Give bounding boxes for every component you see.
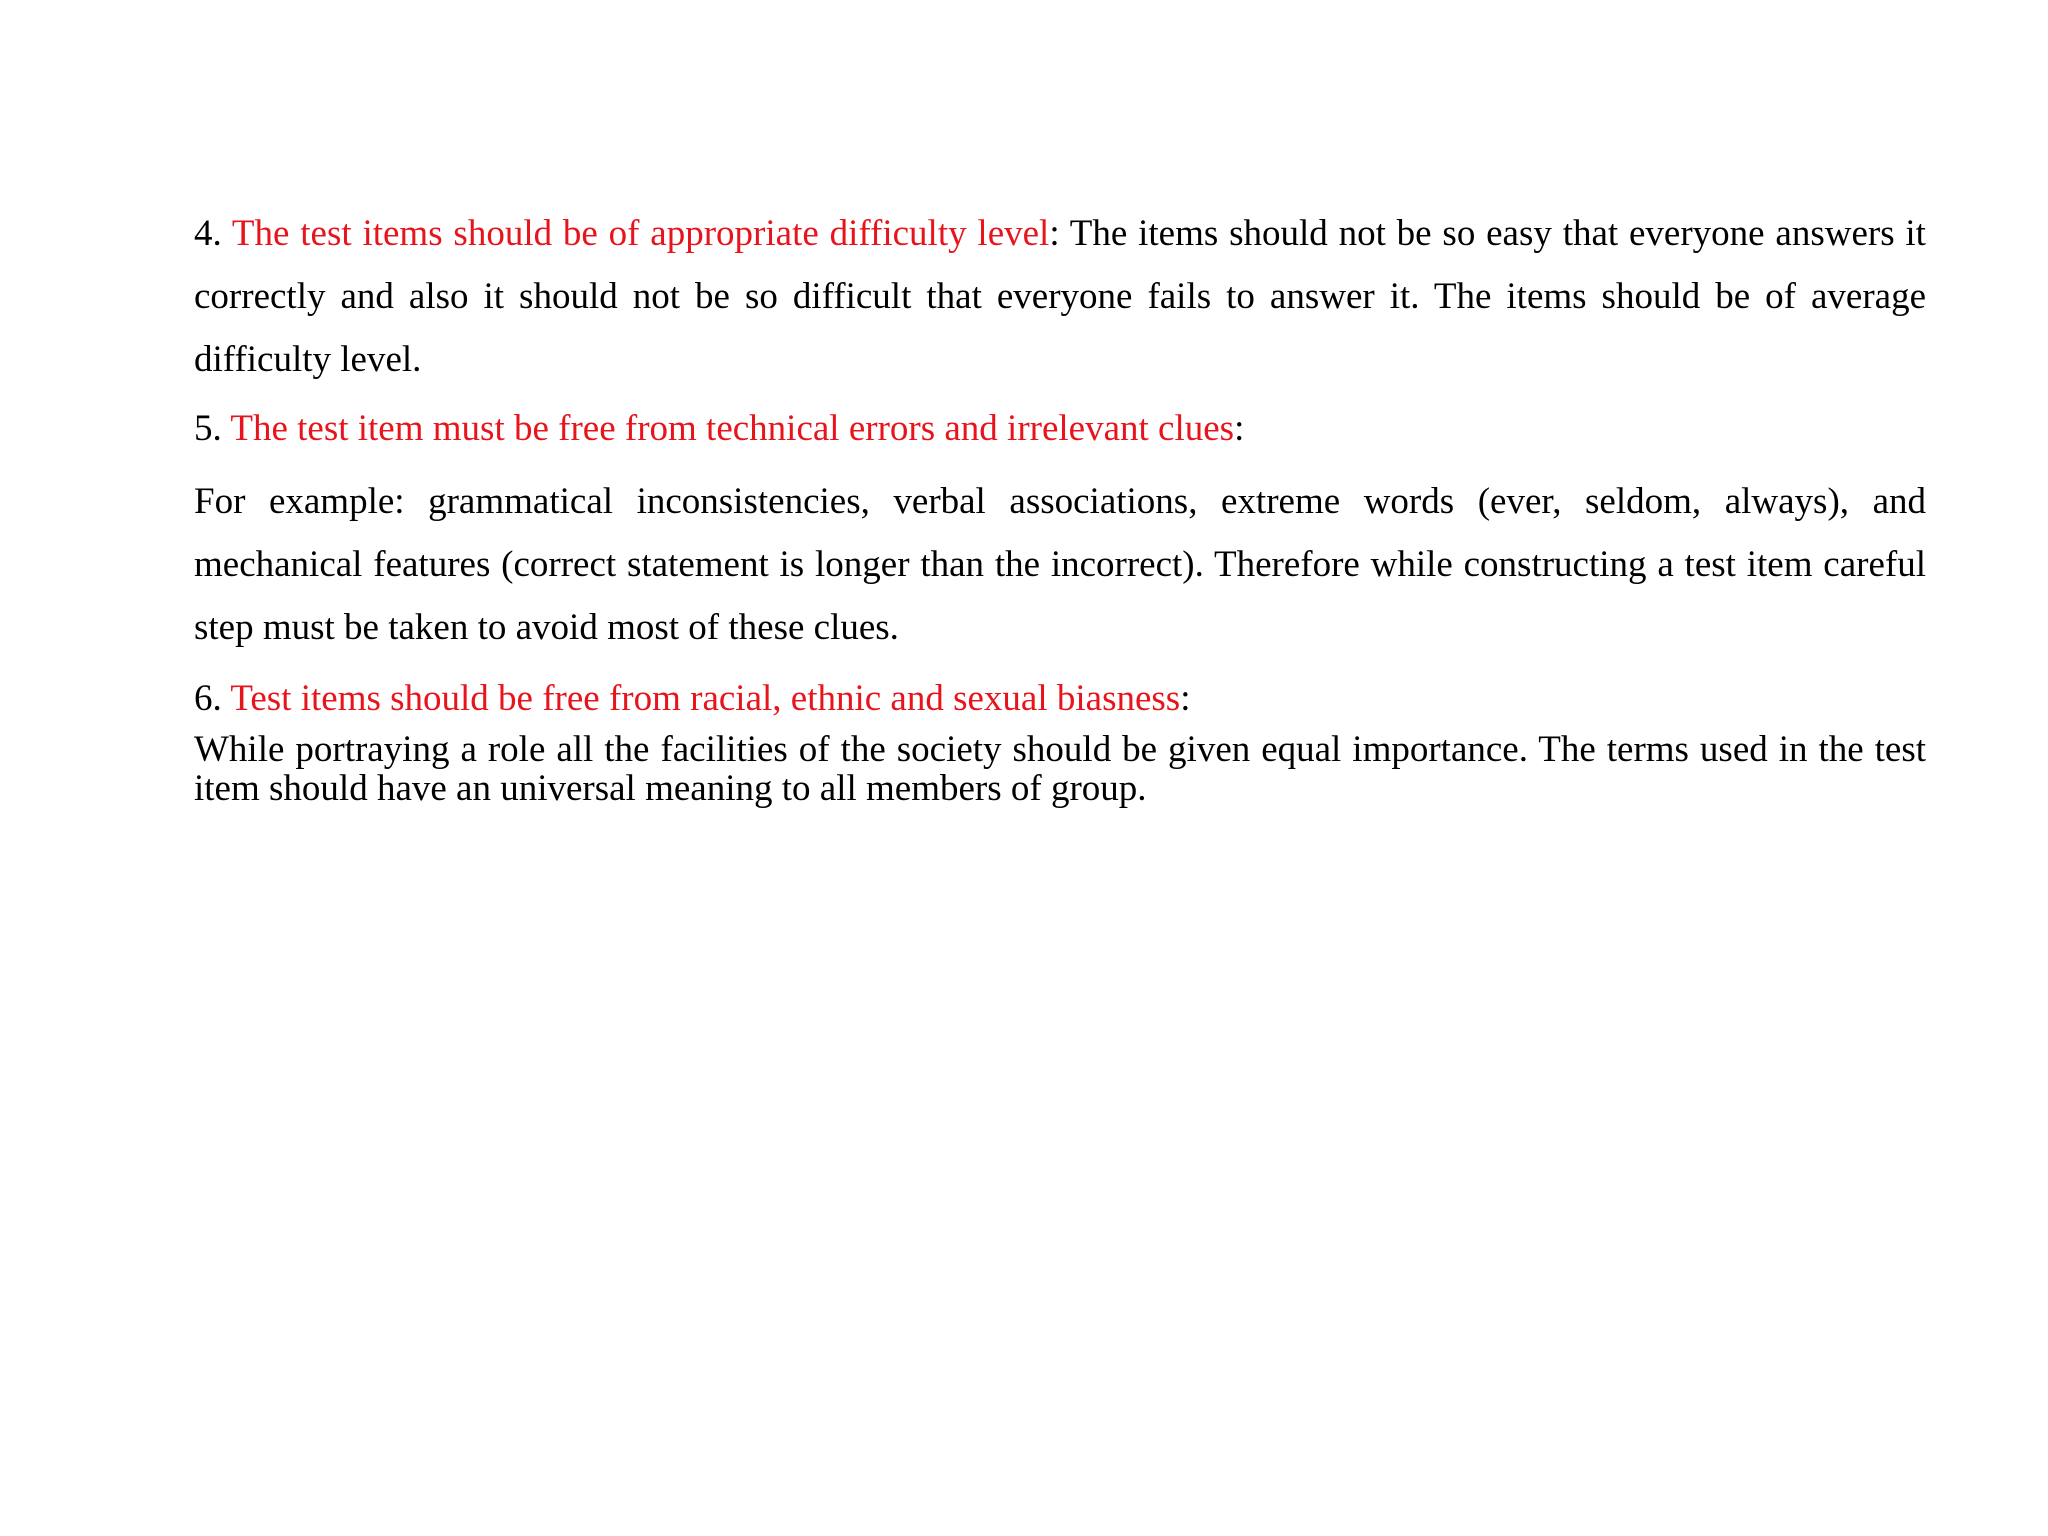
point-6-number: 6. [194, 678, 231, 719]
point-4-paragraph [194, 202, 1926, 391]
point-5-heading: The test item must be free from technical errors and irrelevant clues [230, 408, 1235, 449]
point-5-body: For example: grammatical inconsistencies, verbal associations, extreme words (ever, seldom, always), and mechanical features (correct statement is longer than the incorrect). Therefore while constructing a test item careful step must be taken to avoid most of these clues. [194, 481, 1926, 648]
point-4-separator: : [1049, 213, 1070, 254]
point-6-heading: Test items should be free from racial, ethnic and sexual biasness [230, 678, 1181, 719]
point-5-separator: : [1234, 408, 1245, 449]
point-4-number: 4. [194, 213, 232, 254]
slide-content [194, 202, 1926, 808]
point-6-separator: : [1180, 678, 1191, 719]
point-5-heading-line [194, 397, 1926, 460]
point-6-heading-line [194, 667, 1926, 730]
point-6-body: While portraying a role all the facilities of the society should be given equal importance. The terms used in the test item should have an universal meaning to all members of group. [194, 729, 1926, 809]
point-4-text: The items should not be so easy that everyone answers it correctly and also it should not be so difficult that everyone fails to answer it. The items should be of average difficulty level. [194, 213, 1926, 380]
point-5-number: 5. [194, 408, 231, 449]
point-4-heading: The test items should be of appropriate difficulty level [231, 213, 1050, 254]
